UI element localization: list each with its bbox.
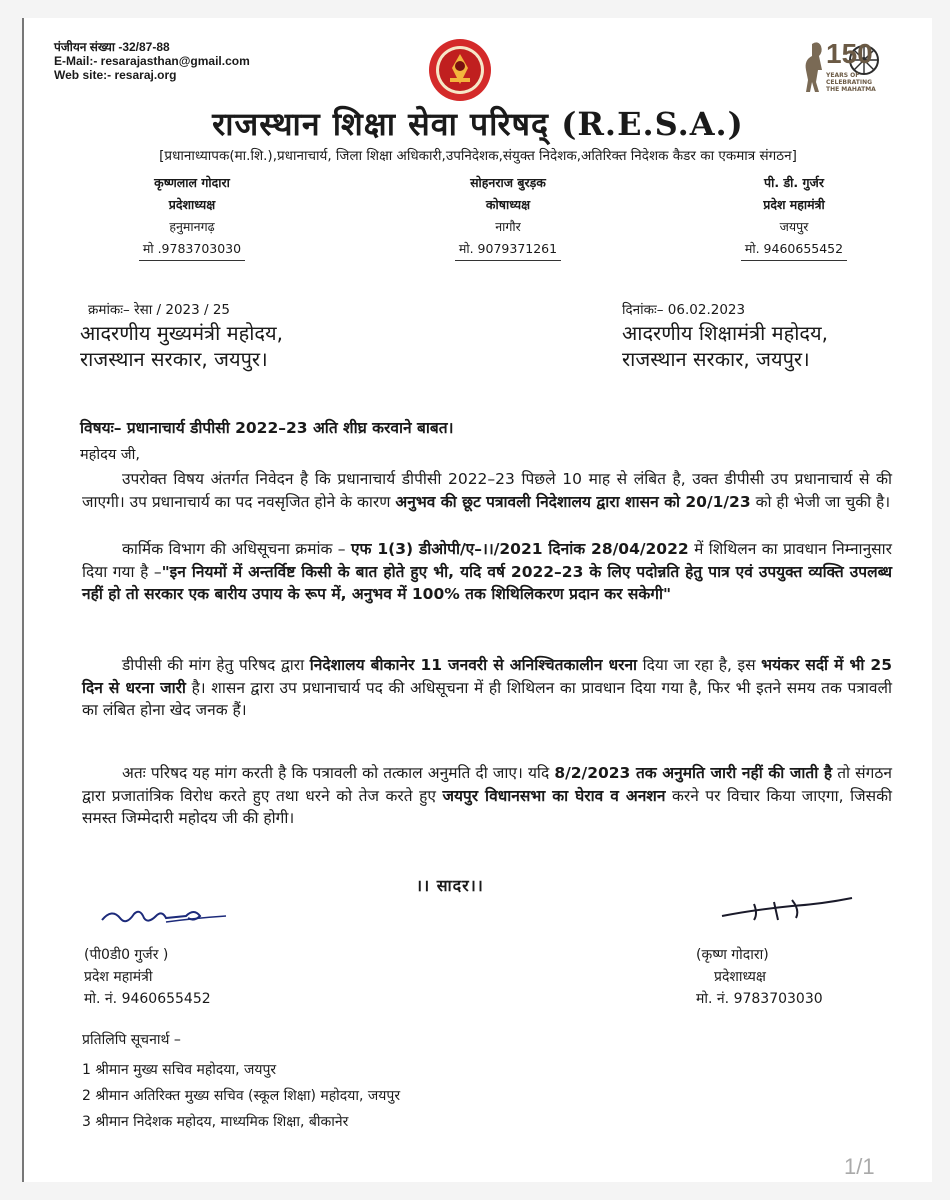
bearer-post: प्रदेशाध्यक्ष — [168, 197, 216, 212]
reference-number: क्रमांकः– रेसा / 2023 / 25 — [88, 302, 231, 318]
copy-to-title: प्रतिलिपि सूचनार्थ – — [82, 1032, 181, 1048]
copy-to-item: 1 श्रीमान मुख्य सचिव महोदया, जयपुर — [82, 1062, 277, 1078]
letter-subject: विषयः– प्रधानाचार्य डीपीसी 2022–23 अति शीघ्र करवाने बाबत। — [80, 419, 454, 437]
signatory-phone: मो. नं. 9460655452 — [84, 991, 211, 1007]
bearer-name: सोहनराज बुरड़क — [470, 175, 546, 190]
office-bearer-president — [92, 172, 292, 261]
bearer-place: जयपुर — [779, 219, 809, 234]
office-bearer-general-secretary — [694, 172, 894, 261]
signatory-post: प्रदेश महामंत्री — [84, 969, 153, 985]
signatory-name: (पी0डी0 गुर्जर ) — [84, 947, 169, 963]
bearer-place: नागौर — [495, 219, 521, 234]
signatory-post: प्रदेशाध्यक्ष — [714, 969, 766, 985]
signature-left-icon — [96, 902, 276, 930]
addressee-right: आदरणीय शिक्षामंत्री महोदय, राजस्थान सरकार, जयपुर। — [622, 321, 829, 371]
resa-emblem-icon — [428, 38, 492, 102]
registration-number: पंजीयन संख्या -32/87-88 — [54, 40, 170, 54]
salutation: महोदय जी, — [80, 447, 140, 463]
body-paragraph-1: उपरोक्त विषय अंतर्गत निवेदन है कि प्रधानाचार्य डीपीसी 2022–23 पिछले 10 माह से लंबित है, उक्त डीपीसी उप प्रधानाचार्य से की जाएगी। उप प्रधानाचार्य का पद नवसृजित होने के कारण अनुभव की छूट पत्रावली निदेशालय द्वारा शासन को 20/1/23 को ही भेजी जा चुकी है। — [82, 470, 892, 511]
letter-date: दिनांकः– 06.02.2023 — [622, 302, 746, 318]
page-indicator: 1/1 — [844, 1154, 875, 1179]
signatory-phone: मो. नं. 9783703030 — [696, 991, 823, 1007]
bearer-phone: मो. 9079371261 — [455, 238, 561, 261]
bearer-place: हनुमानगढ़ — [169, 219, 215, 234]
signatory-left — [84, 944, 211, 1010]
badge-number: 150 — [826, 38, 873, 69]
body-paragraph-2: कार्मिक विभाग की अधिसूचना क्रमांक – एफ 1(3) डीओपी/ए–।।/2021 दिनांक 28/04/2022 में शिथिलन का प्रावधान निम्नानुसार दिया गया है –"इन नियमों में अन्तर्विष्ट किसी के बात होते हुए भी, यदि वर्ष 2022–23 के लिए पदोन्नति हेतु पात्र एवं उपयुक्त व्यक्ति उपलब्ध नहीं हो तो सरकार एक बारीय उपाय के रूप में, अनुभव में 100% तक शिथिलिकरण प्रदान कर सकेगी" — [82, 540, 893, 604]
body-paragraph-3: डीपीसी की मांग हेतु परिषद द्वारा निदेशालय बीकानेर 11 जनवरी से अनिश्चितकालीन धरना दिया जा रहा है, इस भयंकर सर्दी में भी 25 दिन से धरना जारी है। शासन द्वारा उप प्रधानाचार्य पद की अधिसूचना में ही शिथिलन का प्रावधान दिया गया है, फिर भी इतने समय तक पत्रावली का लंबित होना खेद जनक हैं। — [82, 656, 892, 720]
bearer-post: कोषाध्यक्ष — [485, 197, 531, 212]
signatory-right — [696, 944, 823, 1010]
website-text: Web site:- resaraj.org — [54, 68, 177, 82]
bearer-phone: मो. 9460655452 — [741, 238, 847, 261]
organization-title: राजस्थान शिक्षा सेवा परिषद् (R.E.S.A.) — [212, 105, 744, 143]
signatory-name: (कृष्ण गोदारा) — [696, 947, 769, 963]
email-text: E-Mail:- resarajasthan@gmail.com — [54, 54, 250, 68]
body-paragraph-4: अतः परिषद यह मांग करती है कि पत्रावली को तत्काल अनुमति दी जाए। यदि 8/2/2023 तक अनुमति जारी नहीं की जाती है तो संगठन द्वारा प्रजातांत्रिक विरोध करते हुए तथा धरने को तेज करते हुए जयपुर विधानसभा का घेराव व अनशन करने पर विचार किया जाएगा, जिसकी समस्त जिम्मेदारी महोदय जी की होगी। — [82, 764, 892, 828]
office-bearer-treasurer — [408, 172, 608, 261]
badge-caption: YEARS OF CELEBRATING THE MAHATMA — [826, 72, 876, 93]
addressee-left: आदरणीय मुख्यमंत्री महोदय, राजस्थान सरकार, जयपुर। — [80, 321, 283, 371]
bearer-name: पी. डी. गुर्जर — [764, 175, 824, 190]
signature-right-icon — [714, 896, 894, 924]
bearer-phone: मो .9783703030 — [139, 238, 245, 261]
copy-to-item: 3 श्रीमान निदेशक महोदय, माध्यमिक शिक्षा, बीकानेर — [82, 1114, 349, 1130]
organization-subline: [प्रधानाध्यापक(मा.शि.),प्रधानाचार्य, जिला शिक्षा अधिकारी,उपनिदेशक,संयुक्त निदेशक,अतिरिक्त निदेशक कैडर का एकमात्र संगठन] — [159, 148, 797, 164]
bearer-name: कृष्णलाल गोदारा — [154, 175, 230, 190]
registration-block — [54, 40, 250, 82]
closing-text: ।। सादर।। — [416, 876, 484, 895]
gandhi-150-badge — [802, 38, 912, 98]
bearer-post: प्रदेश महामंत्री — [763, 197, 825, 212]
letter-page — [22, 18, 932, 1182]
copy-to-item: 2 श्रीमान अतिरिक्त मुख्य सचिव (स्कूल शिक्षा) महोदया, जयपुर — [82, 1088, 401, 1104]
